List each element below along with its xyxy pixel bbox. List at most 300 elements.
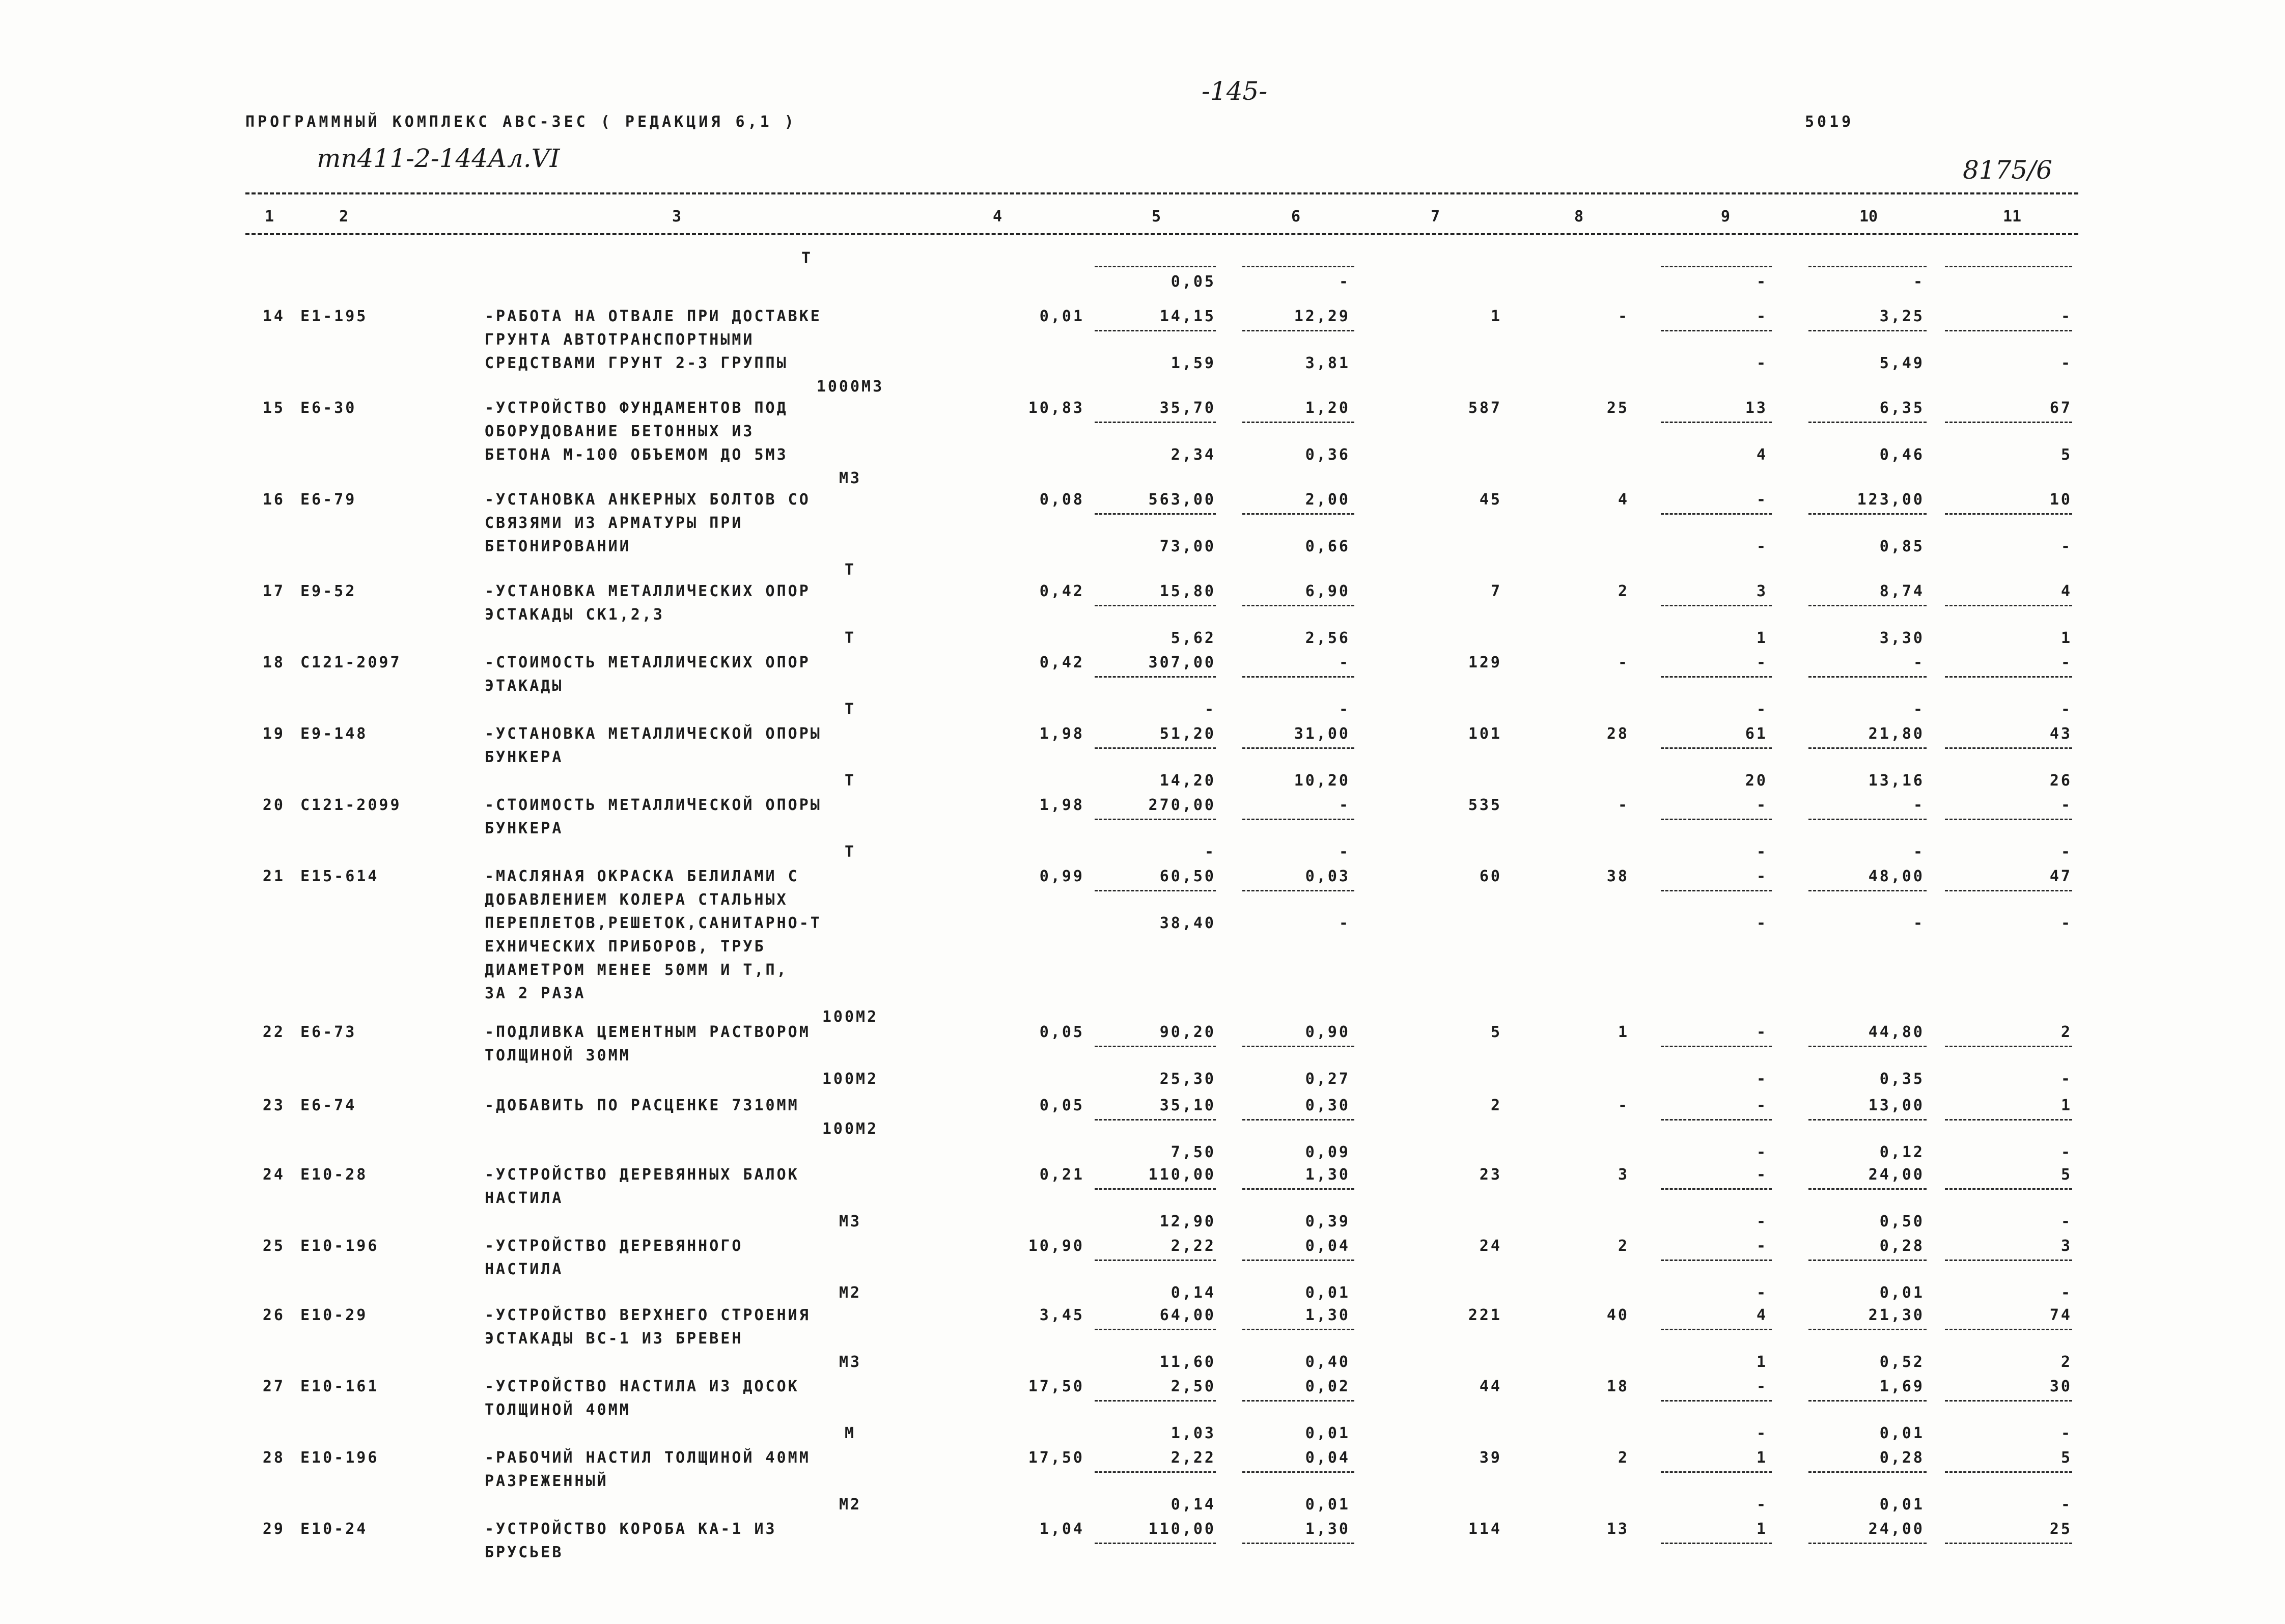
- row-c10b: 5,49: [1879, 354, 1925, 372]
- row-c5: 2,22: [1171, 1449, 1216, 1467]
- row-description-line: -УСТАНОВКА МЕТАЛЛИЧЕСКОЙ ОПОРЫ: [485, 725, 822, 743]
- row-c10b: 0,52: [1879, 1353, 1925, 1371]
- row-c7: 7: [1490, 582, 1502, 600]
- row-code: Е6-74: [300, 1097, 357, 1114]
- row-description-line: ТОЛЩИНОЙ 30ММ: [485, 1047, 631, 1065]
- row-divider: [1242, 1046, 1354, 1047]
- row-divider: [1661, 676, 1772, 678]
- row-c10b: 0,01: [1879, 1424, 1925, 1442]
- document-code: 5019: [1805, 113, 1854, 131]
- row-c9b: -: [1756, 1070, 1768, 1088]
- row-divider: [1095, 1471, 1216, 1473]
- row-c6b: 10,20: [1294, 772, 1350, 790]
- row-divider: [1945, 676, 2072, 678]
- row-c11: 5: [2060, 1449, 2072, 1467]
- row-c5b: -: [1204, 843, 1216, 861]
- row-c11: 74: [2049, 1306, 2072, 1324]
- row-c11b: -: [2060, 1213, 2072, 1230]
- row-c8: -: [1618, 796, 1629, 814]
- row-description-line: ДИАМЕТРОМ МЕНЕЕ 50ММ И Т,П,: [485, 961, 788, 979]
- row-c7: 45: [1479, 491, 1502, 509]
- row-c6: 31,00: [1294, 725, 1350, 743]
- row-c6b: -: [1339, 843, 1350, 861]
- row-c11b: 26: [2049, 772, 2072, 790]
- row-divider: [1095, 1543, 1216, 1544]
- row-c5b: -: [1204, 701, 1216, 718]
- row-number: 14: [262, 307, 285, 325]
- row-divider: [1661, 1400, 1772, 1402]
- row-c4: 0,42: [1039, 582, 1084, 600]
- row-c10b: 0,01: [1879, 1284, 1925, 1302]
- row-c9b: -: [1756, 843, 1768, 861]
- row-c6b: 0,09: [1305, 1143, 1350, 1161]
- row-divider: [1945, 819, 2072, 820]
- row-c10: -: [1913, 796, 1925, 814]
- row-divider: [1242, 1188, 1354, 1190]
- row-divider: [1095, 1259, 1216, 1261]
- row-divider: [1945, 1329, 2072, 1330]
- row-description-line: -УСТРОЙСТВО ДЕРЕВЯННОГО: [485, 1237, 743, 1255]
- row-unit: Т: [844, 772, 856, 790]
- row-divider: [1661, 1259, 1772, 1261]
- row-c5: 2,22: [1171, 1237, 1216, 1255]
- row-divider: [1661, 330, 1772, 331]
- row-description-line: ТОЛЩИНОЙ 40ММ: [485, 1401, 631, 1419]
- row-c7: 23: [1479, 1166, 1502, 1184]
- row-c6b: 0,01: [1305, 1424, 1350, 1442]
- row-c5b: 0,14: [1171, 1496, 1216, 1514]
- row-description-line: БЕТОНИРОВАНИИ: [485, 538, 631, 555]
- row-c5: 15,80: [1159, 582, 1216, 600]
- row-c11b: -: [2060, 1496, 2072, 1514]
- row-c9b: 1: [1756, 1353, 1768, 1371]
- row-c5: 2,50: [1171, 1378, 1216, 1395]
- row-description-line: -ПОДЛИВКА ЦЕМЕНТНЫМ РАСТВОРОМ: [485, 1023, 811, 1041]
- row-c10b: -: [1913, 914, 1925, 932]
- row-unit: 100М2: [822, 1008, 879, 1026]
- row-description-line: СРЕДСТВАМИ ГРУНТ 2-3 ГРУППЫ: [485, 354, 788, 372]
- row-c9b: -: [1756, 1213, 1768, 1230]
- row-c10: 24,00: [1868, 1166, 1925, 1184]
- row-c5: 14,15: [1159, 307, 1216, 325]
- row-description-line: -РАБОТА НА ОТВАЛЕ ПРИ ДОСТАВКЕ: [485, 307, 822, 325]
- row-divider: [1945, 1400, 2072, 1402]
- row-divider: [1945, 1119, 2072, 1121]
- row-c9: 13: [1745, 399, 1768, 417]
- row-divider: [1945, 605, 2072, 606]
- row-number: 25: [262, 1237, 285, 1255]
- column-header-6: 6: [1291, 208, 1301, 226]
- row-unit: Т: [844, 701, 856, 718]
- row-c4: 0,21: [1039, 1166, 1084, 1184]
- row-c9: -: [1756, 1097, 1768, 1114]
- row-divider: [1661, 513, 1772, 515]
- row-c6: 1,20: [1305, 399, 1350, 417]
- row-c5b: 7,50: [1171, 1143, 1216, 1161]
- row-description-line: -УСТАНОВКА МЕТАЛЛИЧЕСКИХ ОПОР: [485, 582, 811, 600]
- row-c10: 48,00: [1868, 867, 1925, 885]
- row-c6b: 0,40: [1305, 1353, 1350, 1371]
- row-c10: 44,80: [1868, 1023, 1925, 1041]
- row-description-line: -СТОИМОСТЬ МЕТАЛЛИЧЕСКИХ ОПОР: [485, 654, 811, 671]
- carried-unit: Т: [801, 249, 813, 267]
- row-c11: 4: [2060, 582, 2072, 600]
- row-description-line: БЕТОНА М-100 ОБЪЕМОМ ДО 5М3: [485, 446, 788, 464]
- page-number: -145-: [1202, 76, 1268, 106]
- row-c10b: 0,35: [1879, 1070, 1925, 1088]
- row-c10b: 0,85: [1879, 538, 1925, 555]
- row-divider: [1242, 330, 1354, 331]
- row-c4: 0,01: [1039, 307, 1084, 325]
- column-header-5: 5: [1152, 208, 1161, 226]
- row-c11: -: [2060, 796, 2072, 814]
- row-c4: 1,98: [1039, 725, 1084, 743]
- row-c11: 5: [2060, 1166, 2072, 1184]
- row-c5b: 1,59: [1171, 354, 1216, 372]
- row-c6b: 0,01: [1305, 1496, 1350, 1514]
- program-line: ПРОГРАММНЫЙ КОМПЛЕКС АВС-3ЕС ( РЕДАКЦИЯ 6,1 ): [245, 113, 797, 131]
- row-divider: [1095, 1188, 1216, 1190]
- row-c9b: 20: [1745, 772, 1768, 790]
- row-c6b: -: [1339, 914, 1350, 932]
- row-c4: 1,04: [1039, 1520, 1084, 1538]
- row-c10b: -: [1913, 843, 1925, 861]
- row-divider: [1095, 330, 1216, 331]
- carried-col6-secondary: -: [1339, 273, 1350, 291]
- carried-divider: [1095, 266, 1216, 267]
- row-divider: [1095, 422, 1216, 423]
- row-divider: [1945, 1259, 2072, 1261]
- row-code: Е9-52: [300, 582, 357, 600]
- row-c11b: -: [2060, 538, 2072, 555]
- row-c6b: 0,39: [1305, 1213, 1350, 1230]
- row-c7: 1: [1490, 307, 1502, 325]
- row-c8: 38: [1606, 867, 1629, 885]
- row-divider: [1661, 422, 1772, 423]
- row-divider: [1808, 422, 1927, 423]
- row-divider: [1945, 1046, 2072, 1047]
- row-number: 27: [262, 1378, 285, 1395]
- row-c9b: -: [1756, 914, 1768, 932]
- row-c8: 3: [1618, 1166, 1629, 1184]
- row-c5b: 2,34: [1171, 446, 1216, 464]
- row-divider: [1808, 1119, 1927, 1121]
- row-c4: 0,08: [1039, 491, 1084, 509]
- row-number: 22: [262, 1023, 285, 1041]
- row-c7: 2: [1490, 1097, 1502, 1114]
- row-c11: 10: [2049, 491, 2072, 509]
- row-c5b: 38,40: [1159, 914, 1216, 932]
- column-header-3: 3: [672, 208, 682, 226]
- row-c5: 64,00: [1159, 1306, 1216, 1324]
- row-description-line: РАЗРЕЖЕННЫЙ: [485, 1472, 608, 1490]
- row-divider: [1945, 890, 2072, 891]
- row-c8: 13: [1606, 1520, 1629, 1538]
- row-c6: 0,90: [1305, 1023, 1350, 1041]
- row-description-line: -ДОБАВИТЬ ПО РАСЦЕНКЕ 7310ММ: [485, 1097, 799, 1114]
- row-c10: 24,00: [1868, 1520, 1925, 1538]
- row-c5b: 25,30: [1159, 1070, 1216, 1088]
- row-divider: [1242, 513, 1354, 515]
- row-c7: 39: [1479, 1449, 1502, 1467]
- row-c10b: 0,46: [1879, 446, 1925, 464]
- row-description-line: ОБОРУДОВАНИЕ БЕТОННЫХ ИЗ: [485, 423, 755, 440]
- row-c11: 43: [2049, 725, 2072, 743]
- row-c5b: 14,20: [1159, 772, 1216, 790]
- row-divider: [1808, 1543, 1927, 1544]
- row-c9b: -: [1756, 1496, 1768, 1514]
- row-divider: [1095, 747, 1216, 749]
- row-c5b: 11,60: [1159, 1353, 1216, 1371]
- row-c5: 110,00: [1148, 1166, 1216, 1184]
- row-c6: 2,00: [1305, 491, 1350, 509]
- row-divider: [1808, 1400, 1927, 1402]
- row-code: С121-2099: [300, 796, 402, 814]
- row-c8: 1: [1618, 1023, 1629, 1041]
- row-c11b: 1: [2060, 629, 2072, 647]
- row-divider: [1661, 1471, 1772, 1473]
- row-c4: 10,90: [1028, 1237, 1084, 1255]
- row-unit: 1000М3: [816, 378, 884, 396]
- row-divider: [1242, 605, 1354, 606]
- carried-divider: [1808, 266, 1927, 267]
- row-c9b: -: [1756, 354, 1768, 372]
- row-divider: [1945, 1188, 2072, 1190]
- row-divider: [1095, 1119, 1216, 1121]
- row-c6b: 0,36: [1305, 446, 1350, 464]
- row-c6: 0,30: [1305, 1097, 1350, 1114]
- row-c9: -: [1756, 1166, 1768, 1184]
- row-c11: 67: [2049, 399, 2072, 417]
- row-description-line: ЭТАКАДЫ: [485, 677, 564, 695]
- row-c9b: -: [1756, 1424, 1768, 1442]
- row-description-line: -УСТРОЙСТВО НАСТИЛА ИЗ ДОСОК: [485, 1378, 799, 1395]
- row-c6b: 0,01: [1305, 1284, 1350, 1302]
- row-divider: [1945, 1543, 2072, 1544]
- row-number: 15: [262, 399, 285, 417]
- row-unit: М3: [839, 1353, 862, 1371]
- row-c10: 6,35: [1879, 399, 1925, 417]
- row-description-line: ГРУНТА АВТОТРАНСПОРТНЫМИ: [485, 331, 755, 349]
- row-c5: 51,20: [1159, 725, 1216, 743]
- row-c10b: 0,12: [1879, 1143, 1925, 1161]
- row-c5b: 12,90: [1159, 1213, 1216, 1230]
- row-c8: 2: [1618, 1449, 1629, 1467]
- row-description-line: ПЕРЕПЛЕТОВ,РЕШЕТОК,САНИТАРНО-Т: [485, 914, 822, 932]
- row-c4: 17,50: [1028, 1449, 1084, 1467]
- row-c5: 60,50: [1159, 867, 1216, 885]
- row-c8: 2: [1618, 1237, 1629, 1255]
- row-divider: [1808, 513, 1927, 515]
- row-unit: М3: [839, 469, 862, 487]
- row-c6: 1,30: [1305, 1306, 1350, 1324]
- row-c7: 44: [1479, 1378, 1502, 1395]
- row-divider: [1808, 819, 1927, 820]
- row-number: 24: [262, 1166, 285, 1184]
- row-divider: [1095, 676, 1216, 678]
- row-code: Е10-29: [300, 1306, 368, 1324]
- row-description-line: -УСТРОЙСТВО КОРОБА КА-1 ИЗ: [485, 1520, 777, 1538]
- row-c11b: -: [2060, 1284, 2072, 1302]
- row-c9: 1: [1756, 1449, 1768, 1467]
- row-unit: 100М2: [822, 1070, 879, 1088]
- row-divider: [1945, 422, 2072, 423]
- column-header-10: 10: [1859, 208, 1878, 226]
- row-c6: -: [1339, 796, 1350, 814]
- row-c7: 129: [1468, 654, 1502, 671]
- row-c8: 28: [1606, 725, 1629, 743]
- row-c10: 21,30: [1868, 1306, 1925, 1324]
- row-code: Е1-195: [300, 307, 368, 325]
- carried-col5-secondary: 0,05: [1171, 273, 1216, 291]
- row-divider: [1661, 890, 1772, 891]
- row-c7: 101: [1468, 725, 1502, 743]
- row-divider: [1242, 676, 1354, 678]
- row-c5b: 1,03: [1171, 1424, 1216, 1442]
- row-c4: 0,05: [1039, 1023, 1084, 1041]
- row-c8: -: [1618, 1097, 1629, 1114]
- row-c10: 0,28: [1879, 1237, 1925, 1255]
- row-c11b: -: [2060, 701, 2072, 718]
- row-divider: [1661, 1046, 1772, 1047]
- row-description-line: -УСТРОЙСТВО ФУНДАМЕНТОВ ПОД: [485, 399, 788, 417]
- row-c9b: 4: [1756, 446, 1768, 464]
- row-c9: -: [1756, 1237, 1768, 1255]
- row-c8: -: [1618, 654, 1629, 671]
- row-description-line: ЭСТАКАДЫ СК1,2,3: [485, 606, 664, 624]
- row-description-line: ЭСТАКАДЫ ВС-1 ИЗ БРЕВЕН: [485, 1330, 743, 1348]
- row-c9: 3: [1756, 582, 1768, 600]
- row-c10: 1,69: [1879, 1378, 1925, 1395]
- row-divider: [1945, 747, 2072, 749]
- row-code: Е6-79: [300, 491, 357, 509]
- row-c10b: -: [1913, 701, 1925, 718]
- row-divider: [1095, 605, 1216, 606]
- row-unit: М2: [839, 1496, 862, 1514]
- carried-divider: [1945, 266, 2072, 267]
- row-number: 29: [262, 1520, 285, 1538]
- row-description-line: -УСТРОЙСТВО ДЕРЕВЯННЫХ БАЛОК: [485, 1166, 799, 1184]
- row-description-line: -МАСЛЯНАЯ ОКРАСКА БЕЛИЛАМИ С: [485, 867, 799, 885]
- row-unit: Т: [844, 843, 856, 861]
- row-unit: 100М2: [822, 1120, 879, 1138]
- row-divider: [1095, 890, 1216, 891]
- row-divider: [1242, 1329, 1354, 1330]
- row-c5b: 73,00: [1159, 538, 1216, 555]
- row-c6: 0,03: [1305, 867, 1350, 885]
- row-c8: 25: [1606, 399, 1629, 417]
- row-c10: 21,80: [1868, 725, 1925, 743]
- row-c4: 0,05: [1039, 1097, 1084, 1114]
- row-divider: [1808, 747, 1927, 749]
- row-divider: [1808, 890, 1927, 891]
- row-number: 19: [262, 725, 285, 743]
- carried-col9-secondary: -: [1756, 273, 1768, 291]
- row-divider: [1095, 1329, 1216, 1330]
- row-c6: 0,02: [1305, 1378, 1350, 1395]
- row-divider: [1808, 1046, 1927, 1047]
- row-description-line: БУНКЕРА: [485, 748, 564, 766]
- row-c10: -: [1913, 654, 1925, 671]
- row-c5: 270,00: [1148, 796, 1216, 814]
- row-divider: [1095, 513, 1216, 515]
- row-c9: -: [1756, 654, 1768, 671]
- row-c11: 2: [2060, 1023, 2072, 1041]
- row-divider: [1945, 1471, 2072, 1473]
- row-c4: 1,98: [1039, 796, 1084, 814]
- row-unit: М: [844, 1424, 856, 1442]
- row-divider: [1242, 1400, 1354, 1402]
- row-unit: М3: [839, 1213, 862, 1230]
- row-code: Е9-148: [300, 725, 368, 743]
- row-c9: -: [1756, 491, 1768, 509]
- row-c6: 0,04: [1305, 1449, 1350, 1467]
- row-c11b: -: [2060, 1424, 2072, 1442]
- row-divider: [1661, 1543, 1772, 1544]
- row-c10b: 0,01: [1879, 1496, 1925, 1514]
- row-divider: [1661, 605, 1772, 606]
- row-c10: 8,74: [1879, 582, 1925, 600]
- row-c7: 535: [1468, 796, 1502, 814]
- row-c5: 35,10: [1159, 1097, 1216, 1114]
- row-c7: 587: [1468, 399, 1502, 417]
- row-c10: 13,00: [1868, 1097, 1925, 1114]
- carried-divider: [1661, 266, 1772, 267]
- row-code: С121-2097: [300, 654, 402, 671]
- row-c5: 35,70: [1159, 399, 1216, 417]
- column-header-7: 7: [1431, 208, 1440, 226]
- row-code: Е6-73: [300, 1023, 357, 1041]
- row-divider: [1242, 1259, 1354, 1261]
- row-unit: Т: [844, 629, 856, 647]
- row-divider: [1242, 890, 1354, 891]
- row-number: 17: [262, 582, 285, 600]
- row-code: Е15-614: [300, 867, 379, 885]
- row-divider: [1661, 747, 1772, 749]
- row-c7: 24: [1479, 1237, 1502, 1255]
- row-number: 21: [262, 867, 285, 885]
- row-divider: [1661, 1329, 1772, 1330]
- row-c11: -: [2060, 307, 2072, 325]
- row-code: Е10-24: [300, 1520, 368, 1538]
- row-divider: [1808, 330, 1927, 331]
- row-c8: 18: [1606, 1378, 1629, 1395]
- row-c9: -: [1756, 307, 1768, 325]
- row-c4: 0,42: [1039, 654, 1084, 671]
- row-divider: [1945, 330, 2072, 331]
- column-header-11: 11: [2003, 208, 2022, 226]
- row-c5: 563,00: [1148, 491, 1216, 509]
- row-description-line: БУНКЕРА: [485, 820, 564, 837]
- row-divider: [1242, 747, 1354, 749]
- row-c6b: 2,56: [1305, 629, 1350, 647]
- row-c11: 1: [2060, 1097, 2072, 1114]
- row-c9: 61: [1745, 725, 1768, 743]
- row-description-line: ЗА 2 РАЗА: [485, 985, 586, 1002]
- project-reference: тп411-2-144Ал.VI: [317, 144, 560, 173]
- column-header-1: 1: [265, 208, 274, 226]
- row-c11b: -: [2060, 354, 2072, 372]
- row-c8: -: [1618, 307, 1629, 325]
- row-c10b: 0,50: [1879, 1213, 1925, 1230]
- column-header-2: 2: [339, 208, 349, 226]
- row-code: Е10-196: [300, 1237, 379, 1255]
- row-c11b: -: [2060, 843, 2072, 861]
- row-divider: [1808, 1329, 1927, 1330]
- row-divider: [1808, 1188, 1927, 1190]
- row-divider: [1808, 676, 1927, 678]
- column-header-9: 9: [1721, 208, 1731, 226]
